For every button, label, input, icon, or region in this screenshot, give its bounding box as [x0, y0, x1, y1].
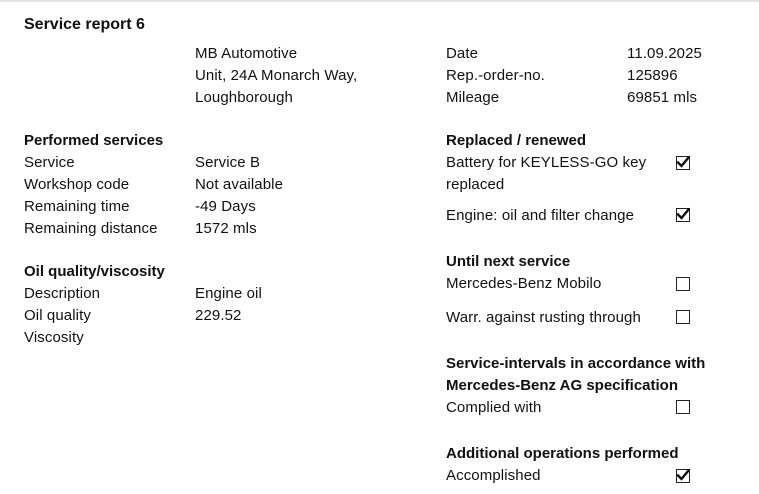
oil-quality-heading: Oil quality/viscosity [24, 263, 165, 280]
viscosity-label: Viscosity [24, 329, 84, 346]
service-intervals-heading-line2: Mercedes-Benz AG specification [446, 377, 679, 394]
battery-label-line2: replaced [446, 176, 505, 193]
workshop-code-value: Not available [195, 176, 284, 193]
remaining-distance-label: Remaining distance [24, 220, 158, 237]
date-value: 11.09.2025 [627, 45, 702, 62]
rust-warranty-checkbox[interactable] [676, 310, 690, 324]
order-value: 125896 [627, 67, 678, 84]
replaced-heading: Replaced / renewed [446, 132, 587, 149]
rust-warranty-label: Warr. against rusting through [446, 309, 641, 326]
engine-oil-checkbox[interactable] [676, 208, 690, 222]
remaining-time-value: -49 Days [195, 198, 256, 215]
oil-quality-label: Oil quality [24, 307, 91, 324]
order-label: Rep.-order-no. [446, 67, 545, 84]
dealer-city: Loughborough [195, 89, 293, 106]
oil-description-value: Engine oil [195, 285, 262, 302]
complied-with-checkbox[interactable] [676, 400, 690, 414]
mileage-value: 69851 mls [627, 89, 698, 106]
performed-services-heading: Performed services [24, 132, 164, 149]
dealer-address: Unit, 24A Monarch Way, [195, 67, 358, 84]
service-intervals-heading-line1: Service-intervals in accordance with [446, 355, 706, 372]
accomplished-label: Accomplished [446, 467, 541, 484]
service-label: Service [24, 154, 75, 171]
dealer-name: MB Automotive [195, 45, 298, 62]
top-divider [0, 0, 759, 2]
date-label: Date [446, 45, 479, 62]
until-next-service-heading: Until next service [446, 253, 571, 270]
mobilo-label: Mercedes-Benz Mobilo [446, 275, 602, 292]
workshop-code-label: Workshop code [24, 176, 130, 193]
checkmark-icon [676, 155, 690, 169]
oil-quality-value: 229.52 [195, 307, 242, 324]
complied-with-label: Complied with [446, 399, 542, 416]
checkmark-icon [676, 468, 690, 482]
report-title: Service report 6 [24, 16, 145, 33]
battery-checkbox[interactable] [676, 156, 690, 170]
oil-description-label: Description [24, 285, 101, 302]
checkmark-icon [676, 207, 690, 221]
remaining-time-label: Remaining time [24, 198, 130, 215]
additional-operations-heading: Additional operations performed [446, 445, 679, 462]
accomplished-checkbox[interactable] [676, 469, 690, 483]
remaining-distance-value: 1572 mls [195, 220, 257, 237]
mobilo-checkbox[interactable] [676, 277, 690, 291]
engine-oil-label: Engine: oil and filter change [446, 207, 635, 224]
mileage-label: Mileage [446, 89, 500, 106]
battery-label-line1: Battery for KEYLESS-GO key [446, 154, 647, 171]
service-value: Service B [195, 154, 261, 171]
